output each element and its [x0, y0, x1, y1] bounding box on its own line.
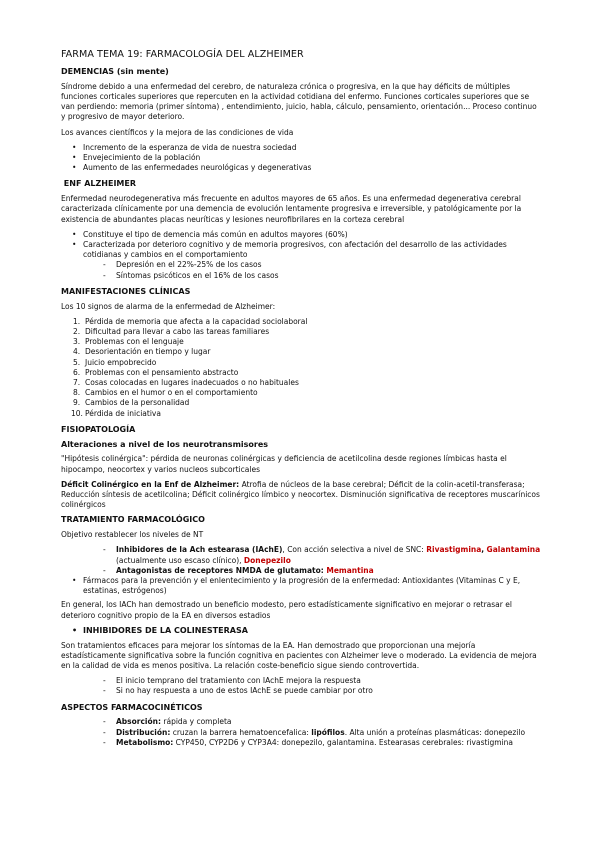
- tratamiento-general: En general, los IACh han demostrado un beneficio modesto, pero estadísticamente significativo en mejorar o retrasar el deterioro cognitivo propio de la EA en diversos estadios: [61, 600, 512, 620]
- list-item: - Depresión en el 22%-25% de los casos: [101, 260, 541, 270]
- deficit-text: Atrofia de núcleos de la base cerebral; Déficit de la colin-acetil-transferasa; Reducción síntesis de acetilcolina; Déficit colinérgico límbico y neocortex. Disminución significativa de receptores muscarínicos colinérgicos: [61, 479, 540, 510]
- demencias-definition: Síndrome debido a una enfermedad del cerebro, de naturaleza crónica o progresiva, en la que hay déficits de múltiples funciones corticales superiores que repercuten en la actividad cotidiana del enfermo. Funciones corticales superiores que se van perdiendo: memoria (primer síntoma) , entendimiento, juicio, habla, cálculo, pensamiento, orientación... Proceso continuo y progresivo de mayor deterioro.: [61, 81, 537, 122]
- heading-alzheimer: ENF ALZHEIMER: [61, 179, 137, 189]
- list-item: [61, 337, 541, 347]
- list-item: [101, 717, 541, 727]
- iache-label: Inhibidores de la Ach estearasa (IAchE): [116, 545, 283, 555]
- subheading-neurotransmisores: Alteraciones a nivel de los neurotransmisores: [61, 439, 269, 449]
- list-item: • Aumento de las enfermedades neurológicas y degenerativas: [61, 163, 541, 173]
- demencias-intro: Los avances científicos y la mejora de las condiciones de vida: [61, 127, 294, 137]
- absorcion-label: Absorción:: [116, 717, 161, 727]
- item-number: 9.: [73, 398, 81, 408]
- list-item: [61, 378, 541, 388]
- document-page: [61, 48, 541, 752]
- list-item: [101, 738, 541, 748]
- list-item: [61, 317, 541, 327]
- list-item: [61, 398, 541, 408]
- distribucion-text: cruzan la barrera hematoencefalica:: [170, 727, 312, 737]
- list-item: [101, 566, 541, 576]
- distribucion-label: Distribución:: [116, 727, 171, 737]
- inhibidores-heading-list: [61, 626, 541, 637]
- item-text: Dificultad para llevar a cabo las tareas familiares: [85, 327, 270, 337]
- drug-rivastigmina: Rivastigmina: [426, 545, 482, 555]
- iache-text: , Con acción selectiva a nivel de SNC:: [282, 545, 427, 555]
- heading-fisiopatologia: FISIOPATOLOGÍA: [61, 424, 136, 434]
- heading-manifestaciones: MANIFESTACIONES CLÍNICAS: [61, 286, 191, 296]
- lipofilos: lipófilos: [311, 727, 345, 737]
- drug-galantamina: Galantamina: [486, 545, 541, 555]
- item-number: 7.: [73, 377, 81, 387]
- item-text: Cambios en el humor o en el comportamiento: [85, 388, 258, 398]
- list-item: [61, 358, 541, 368]
- metabolismo-label: Metabolismo:: [116, 737, 174, 747]
- list-item: - Síntomas psicóticos en el 16% de los casos: [101, 271, 541, 281]
- item-number: 1.: [73, 316, 81, 326]
- drug-donepezilo: Donepezilo: [243, 555, 291, 565]
- drug2-note: (actualmente uso escaso clínico),: [116, 555, 244, 565]
- item-number: 4.: [73, 347, 81, 357]
- list-item: • Caracterizada por deterioro cognitivo y de memoria progresivos, con afectación del desarrollo de las actividades cotidianas y cambios en el comportamiento: [61, 240, 541, 260]
- item-number: 6.: [73, 367, 81, 377]
- metabolismo-text: CYP450, CYP2D6 y CYP3A4: donepezilo, galantamina. Estearasas cerebrales: rivastigmina: [173, 737, 514, 747]
- list-item: • Constituye el tipo de demencia más común en adultos mayores (60%): [61, 230, 541, 240]
- item-number: 2.: [73, 327, 81, 337]
- heading-demencias: DEMENCIAS (sin mente): [61, 67, 169, 77]
- list-item: - El inicio temprano del tratamiento con IAchE mejora la respuesta: [101, 676, 541, 686]
- comma: ,: [481, 545, 485, 555]
- item-text: Problemas con el lenguaje: [85, 337, 184, 347]
- absorcion-text: rápida y completa: [161, 717, 232, 727]
- inhibidores-text: Son tratamientos eficaces para mejorar los síntomas de la EA. Han demostrado que proporcionan una mejoría estadísticamente significativa sobre la función cognitiva en pacientes con Alzheimer leve o moderado. La evidencia de mejora en la calidad de vida es menos positiva. La relación coste-beneficio sigue siendo controvertida.: [61, 640, 537, 671]
- tratamiento-list: [61, 576, 541, 596]
- list-item: • Fármacos para la prevención y el enlentecimiento y la progresión de la enfermedad: Antioxidantes (Vitaminas C y E, estatinas, estrógenos): [61, 576, 541, 596]
- list-item: [61, 388, 541, 398]
- item-text: Cambios de la personalidad: [85, 398, 190, 408]
- alzheimer-definition: Enfermedad neurodegenerativa más frecuente en adultos mayores de 65 años. Es una enfermedad degenerativa cerebral caracterizada clínicamente por una demencia de evolución lentamente progresiva e irreversible, y patológicamente por la existencia de abundantes placas neuríticas y lesiones neurofibrilares en la corteza cerebral: [61, 194, 522, 224]
- manifestaciones-intro: Los 10 signos de alarma de la enfermedad de Alzheimer:: [61, 301, 276, 311]
- item-number: 10.: [71, 408, 83, 418]
- signos-list: [61, 317, 541, 419]
- distribucion-tail: . Alta unión a proteínas plasmáticas: donepezilo: [344, 727, 526, 737]
- deficit-label: Déficit Colinérgico en la Enf de Alzheimer:: [61, 479, 240, 489]
- tratamiento-objetivo: Objetivo restablecer los niveles de NT: [61, 530, 204, 540]
- document-title: FARMA TEMA 19: FARMACOLOGÍA DEL ALZHEIMER: [61, 49, 304, 60]
- item-text: Juicio empobrecido: [85, 357, 157, 367]
- item-text: Cosas colocadas en lugares inadecuados o no habituales: [85, 377, 299, 387]
- list-item: [101, 545, 541, 565]
- list-item: [61, 327, 541, 337]
- item-text: Desorientación en tiempo y lugar: [85, 347, 211, 357]
- alzheimer-sublist: [101, 260, 541, 280]
- tratamiento-sublist: [101, 545, 541, 576]
- heading-inhibidores: • INHIBIDORES DE LA COLINESTERASA: [61, 626, 541, 637]
- inhibidores-list: [101, 676, 541, 696]
- deficit-colinergico: [61, 480, 541, 511]
- item-number: 8.: [73, 388, 81, 398]
- heading-farmacocinetica: ASPECTOS FARMACOCINÉTICOS: [61, 702, 203, 712]
- nmda-label: Antagonistas de receptores NMDA de glutamato:: [116, 565, 327, 575]
- item-text: Pérdida de memoria que afecta a la capacidad sociolaboral: [85, 316, 308, 326]
- list-item: • Incremento de la esperanza de vida de nuestra sociedad: [61, 143, 541, 153]
- list-item: [61, 409, 541, 419]
- demencias-list: [61, 143, 541, 174]
- list-item: [61, 347, 541, 357]
- list-item: - Si no hay respuesta a uno de estos IAchE se puede cambiar por otro: [101, 686, 541, 696]
- alzheimer-list: [61, 230, 541, 261]
- drug-memantina: Memantina: [326, 565, 374, 575]
- heading-tratamiento: TRATAMIENTO FARMACOLÓGICO: [61, 515, 205, 525]
- farmacocinetica-list: [101, 717, 541, 748]
- item-number: 3.: [73, 337, 81, 347]
- item-text: Pérdida de iniciativa: [85, 408, 161, 418]
- list-item: [101, 728, 541, 738]
- list-item: • Envejecimiento de la población: [61, 153, 541, 163]
- item-number: 5.: [73, 357, 81, 367]
- item-text: Problemas con el pensamiento abstracto: [85, 367, 239, 377]
- hipotesis-colinergica: "Hipótesis colinérgica": pérdida de neuronas colinérgicas y deficiencia de acetilcolina desde regiones límbicas hasta el hipocampo, neocortex y varios nucleos subcorticales: [61, 454, 507, 474]
- list-item: [61, 368, 541, 378]
